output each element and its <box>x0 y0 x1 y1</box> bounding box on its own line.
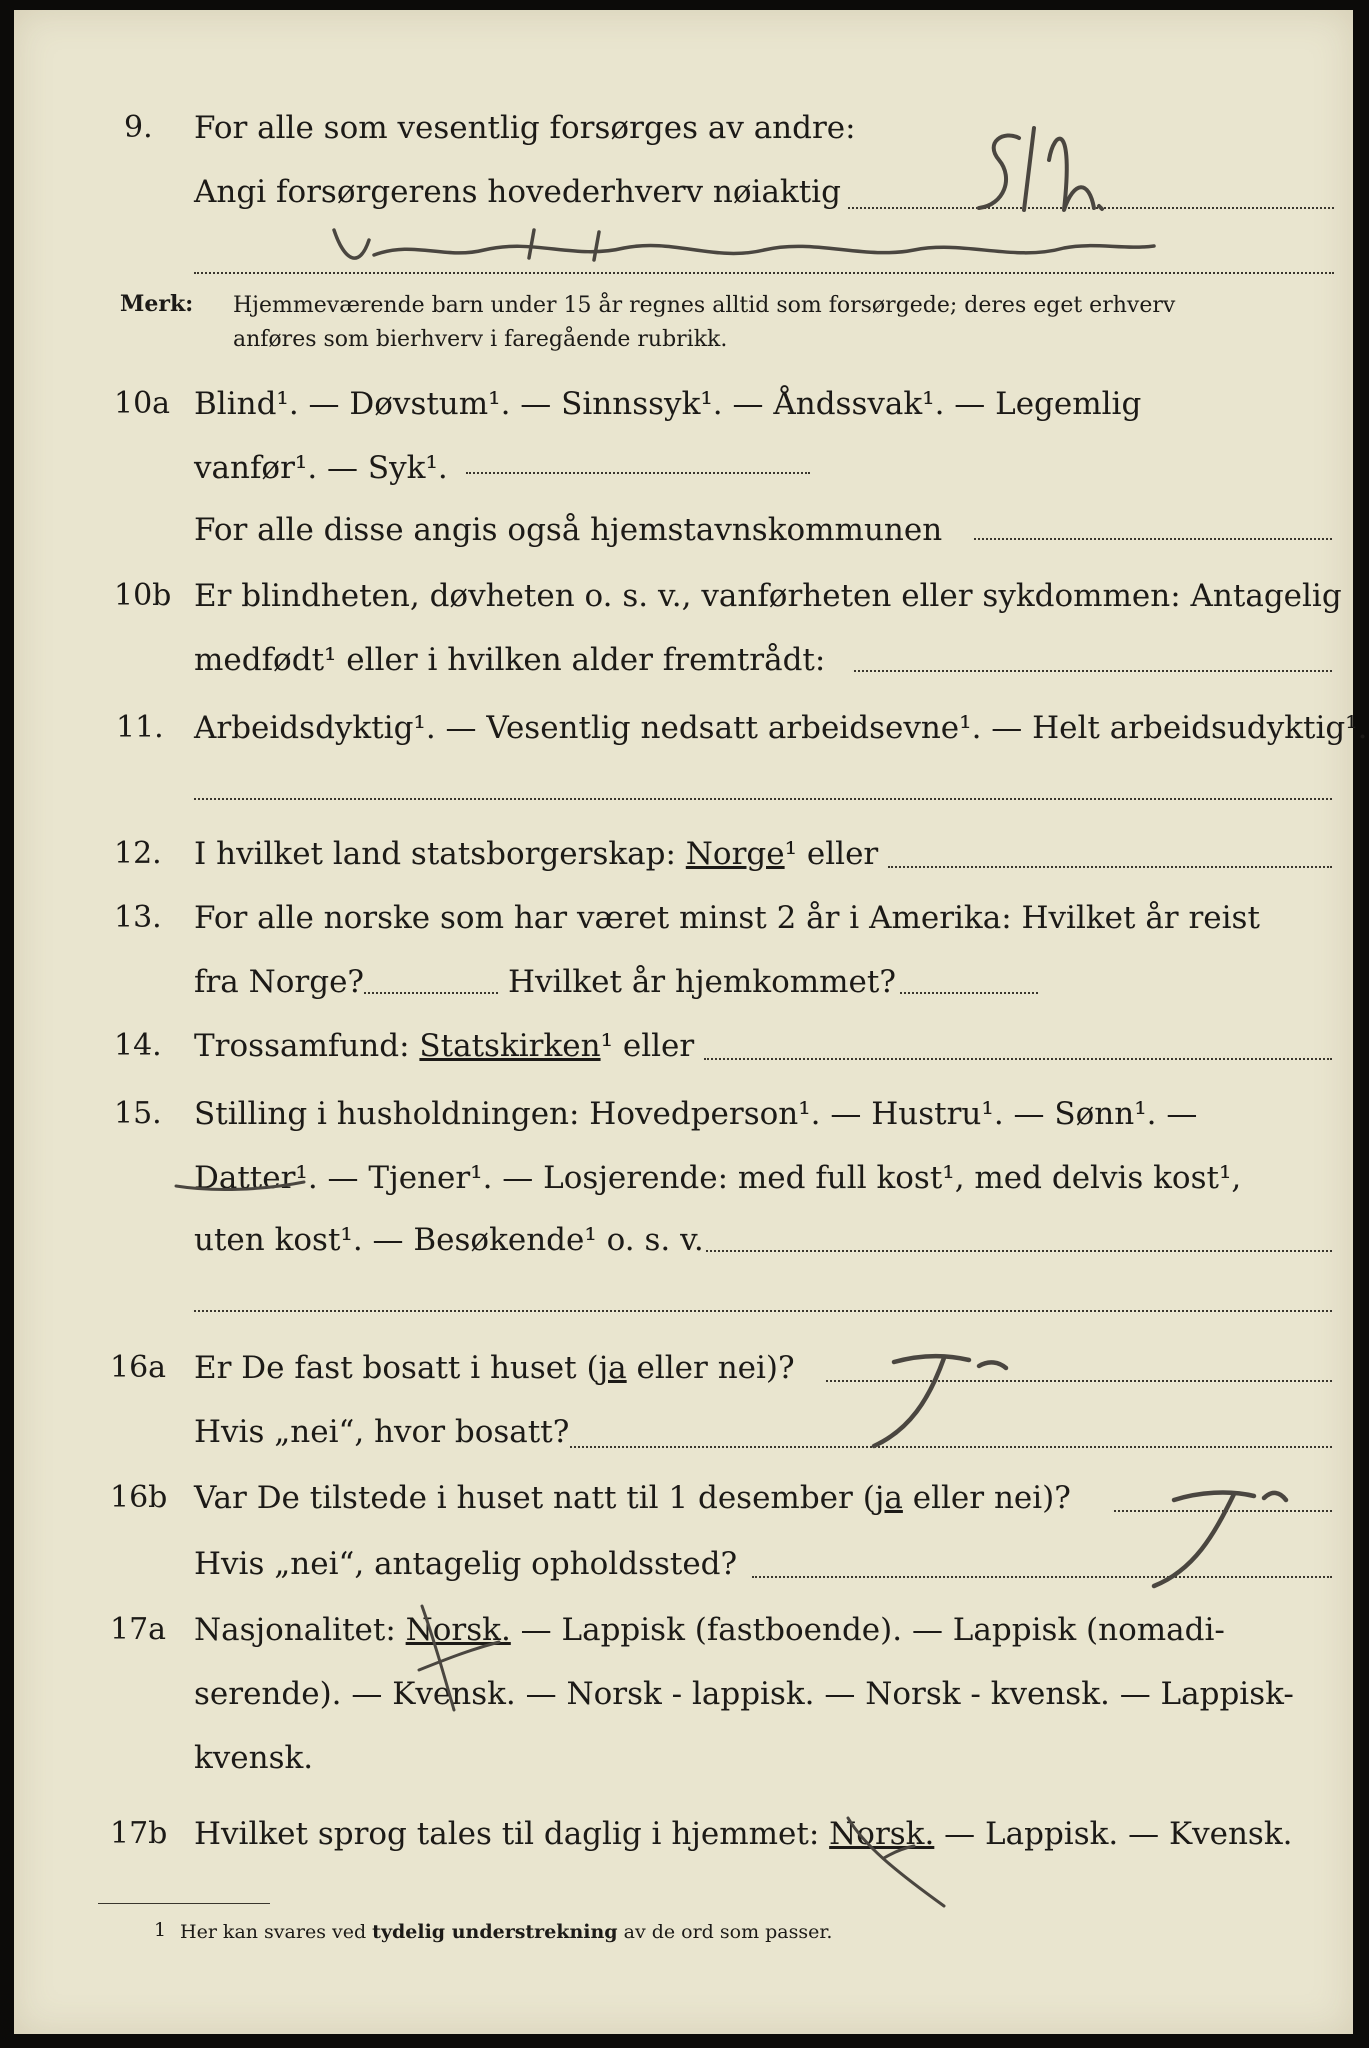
q16b-ja-option[interactable]: ja <box>874 1480 903 1516</box>
q16a-prefix: Er De fast bosatt i huset ( <box>194 1350 599 1386</box>
q16a-suffix: eller nei)? <box>626 1350 795 1386</box>
q16a-line2: Hvis „nei“, hvor bosatt? <box>194 1414 570 1450</box>
q10a-line1: Blind¹. — Døvstum¹. — Sinnssyk¹. — Åndssvak¹. — Legemlig <box>194 386 1142 422</box>
q13-line2b: Hvilket år hjemkommet? <box>508 964 896 1000</box>
footnote-text-a: Her kan svares ved <box>180 1921 373 1943</box>
q14-number: 14. <box>114 1028 162 1063</box>
q12-prefix: I hvilket land statsborgerskap: <box>194 836 676 872</box>
q12-norge-option[interactable]: Norge <box>685 836 785 872</box>
q16b-line2: Hvis „nei“, antagelig opholdssted? <box>194 1546 738 1582</box>
q17a-number: 17a <box>110 1612 167 1647</box>
q9-number: 9. <box>124 110 153 145</box>
footnote-text-bold: tydelig understrekning <box>372 1921 618 1943</box>
q15-line1: Stilling i husholdningen: Hovedperson¹. — Hustru¹. — Sønn¹. — <box>194 1096 1198 1132</box>
handwriting-q16a-answer <box>874 1356 1006 1446</box>
footnote-text-b: av de ord som passer. <box>617 1921 833 1943</box>
q10b-line2: medfødt¹ eller i hvilken alder fremtrådt: <box>194 642 826 678</box>
q13-line2a: fra Norge? <box>194 964 365 1000</box>
q17b-norsk-option[interactable]: Norsk. <box>829 1816 935 1852</box>
q17a-prefix: Nasjonalitet: <box>194 1612 396 1648</box>
merk-line1: Hjemmeværende barn under 15 år regnes alltid som forsørgede; deres eget erhverv <box>233 293 1176 318</box>
census-form-page <box>14 10 1368 2034</box>
q12-number: 12. <box>114 836 162 871</box>
q15-datter-option[interactable]: Datter <box>194 1160 296 1196</box>
q15-number: 15. <box>114 1096 162 1131</box>
q16b-prefix: Var De tilstede i huset natt til 1 desember ( <box>194 1480 875 1516</box>
q10a-line3: For alle disse angis også hjemstavnskommunen <box>194 512 943 548</box>
q15-line3: uten kost¹. — Besøkende¹ o. s. v. <box>194 1222 704 1258</box>
q16b-number: 16b <box>110 1480 168 1515</box>
handwriting-q17b-mark <box>848 1818 944 1906</box>
handwriting-q9-answer <box>979 128 1102 210</box>
q12-suffix: ¹ eller <box>784 836 879 872</box>
q17a-norsk-option[interactable]: Norsk. <box>405 1612 511 1648</box>
q10b-number: 10b <box>114 578 172 613</box>
q10b-line1: Er blindheten, døvheten o. s. v., vanførheten eller sykdommen: Antagelig <box>194 578 1342 614</box>
q13-line1: For alle norske som har været minst 2 år i Amerika: Hvilket år reist <box>194 900 1260 936</box>
q11-number: 11. <box>116 710 164 745</box>
q16a-ja-option[interactable]: ja <box>598 1350 627 1386</box>
q10a-number: 10a <box>114 386 171 421</box>
q13-number: 13. <box>114 900 162 935</box>
q17b-number: 17b <box>110 1816 168 1851</box>
q9-line1: For alle som vesentlig forsørges av andre: <box>194 110 856 146</box>
q17a-line2: serende). — Kvensk. — Norsk - lappisk. — Norsk - kvensk. — Lappisk- <box>194 1676 1294 1712</box>
q16a-number: 16a <box>110 1350 167 1385</box>
q17a-line1-rest: — Lappisk (fastboende). — Lappisk (nomadi- <box>520 1612 1225 1648</box>
q14-prefix: Trossamfund: <box>194 1028 410 1064</box>
merk-label: Merk: <box>120 291 194 317</box>
q14-suffix: ¹ eller <box>600 1028 695 1064</box>
handwriting-layer <box>14 10 1353 2034</box>
handwriting-q17a-mark <box>419 1606 499 1710</box>
handwriting-q15-underline <box>176 1182 304 1189</box>
q17b-suffix: — Lappisk. — Kvensk. <box>944 1816 1293 1852</box>
q17a-line3: kvensk. <box>194 1740 314 1776</box>
handwriting-q16b-answer <box>1154 1493 1286 1586</box>
q15-line2-rest: ¹. — Tjener¹. — Losjerende: med full kost¹, med delvis kost¹, <box>295 1160 1242 1196</box>
q11-line1: Arbeidsdyktig¹. — Vesentlig nedsatt arbeidsevne¹. — Helt arbeidsudyktig¹. <box>194 710 1368 746</box>
q17b-prefix: Hvilket sprog tales til daglig i hjemmet: <box>194 1816 820 1852</box>
merk-line2: anføres som bierhverv i faregående rubrikk. <box>233 327 728 352</box>
handwriting-q9-line2 <box>334 230 1154 260</box>
q10a-line2: vanfør¹. — Syk¹. <box>194 450 448 486</box>
q16b-suffix: eller nei)? <box>902 1480 1071 1516</box>
q9-line2: Angi forsørgerens hovederhverv nøiaktig <box>194 174 841 210</box>
q14-statskirken-option[interactable]: Statskirken <box>419 1028 601 1064</box>
footnote-mark: 1 <box>154 1919 167 1941</box>
